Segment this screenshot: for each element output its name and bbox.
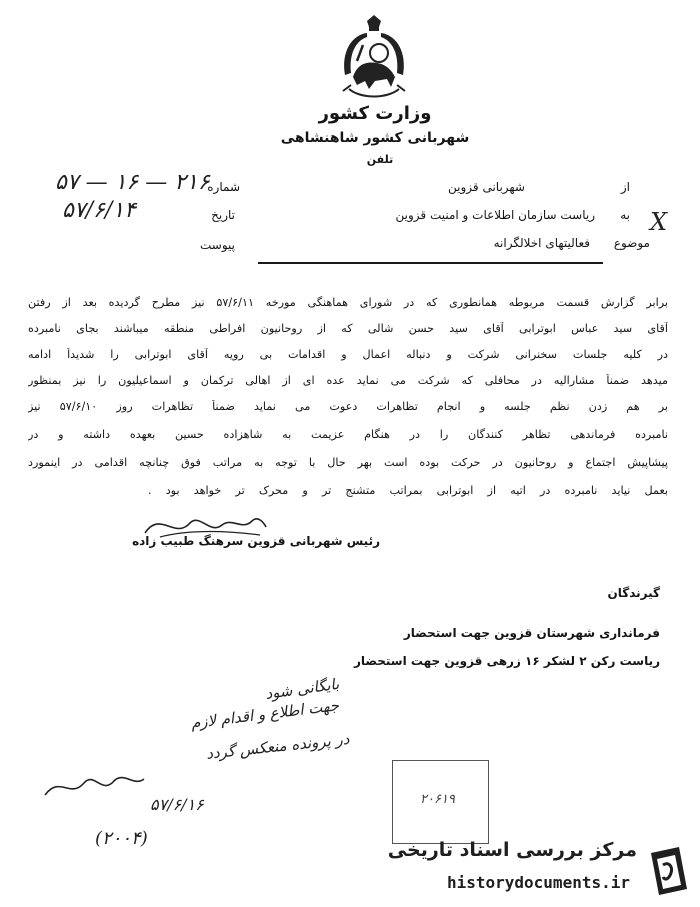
watermark-title: مرکز بررسی اسناد تاریخی <box>387 839 637 861</box>
body-line-2: آقای سید عباس ابوترابی آقای سید حسن شالی که از روحانیون افراطی منطقه میباشند بجای نامبرده <box>28 322 668 335</box>
body-line-4: میدهد ضمناً مشارالیه در محافلی که شرکت می نماید عده ای از اهالی ترکمان و اسماعیلیون را نیز بمنظور <box>28 374 668 387</box>
handwritten-line-3: در پرونده منعکس گردد <box>205 729 351 763</box>
body-line-1: برابر گزارش قسمت مربوطه همانطوری که در شورای هماهنگی مورخه ۵۷/۶/۱۱ نیز مطرح گردیده بعد از رفتن <box>28 296 668 309</box>
from-label: از <box>620 180 630 194</box>
recipient-item-1: فرمانداری شهرستان قزوین جهت استحضار <box>403 626 660 640</box>
attachment-label: پیوست <box>200 238 235 252</box>
to-value: ریاست سازمان اطلاعات و امنیت قزوین <box>395 208 595 222</box>
handwritten-initials <box>40 765 150 805</box>
department-title: شهربانی کشور شاهنشاهی <box>280 130 470 146</box>
history-documents-watermark <box>387 835 695 905</box>
body-line-6: نامبرده فرماندهی تظاهر کنندگان را در هنگام عزیمت به شاهزاده حسین بعهده داشته و در <box>28 428 668 441</box>
date-label: تاریخ <box>211 208 235 222</box>
body-line-8: بعمل نیاید نامبرده در اتیه از ابوترابی بمراتب متشنج تر و محرک تر خواهد بود . <box>148 484 668 497</box>
body-line-3: در کلیه جلسات سخنرانی شرکت و دنباله اعمال و اقدامات بی رویه آقای ابوترابی را شدیداً ادامه <box>28 348 668 361</box>
handwritten-date: ۵۷/۶/۱۶ <box>150 795 204 814</box>
signature-line: رئیس شهربانی قزوین سرهنگ طبیب زاده <box>132 534 380 548</box>
subject-label: موضوع <box>613 236 650 250</box>
to-label: به <box>620 208 630 222</box>
number-label: شماره <box>207 180 240 194</box>
document-center-logo-icon <box>645 843 693 899</box>
lion-and-sun-emblem-icon <box>333 15 415 107</box>
recipient-item-2: ریاست رکن ۲ لشکر ۱۶ زرهی قزوین جهت استحضار <box>353 654 660 668</box>
from-value: شهربانی قزوین <box>448 180 525 194</box>
date-value: ۵۷/۶/۱۴ <box>62 198 136 223</box>
margin-mark: X <box>650 208 668 236</box>
handwritten-code: (۲۰۰۴) <box>95 828 148 849</box>
number-value: ۵۷ — ۱۶ — ۲۱۶ <box>55 170 210 195</box>
subject-value: فعالیتهای اخلالگرانه <box>493 236 590 250</box>
body-line-7: پیشاپیش اجتماع و روحانیون در حرکت بوده است بهر حال با توجه به مراتب فوق چنانچه اقدامی در اینمورد <box>28 456 668 469</box>
recipients-title: گیرندگان <box>607 586 660 600</box>
handwritten-line-2: جهت اطلاع و اقدام لازم <box>189 696 340 733</box>
body-line-5: بر هم زدن نظم جلسه و انجام تظاهرات دعوت می نماید ضمناً تظاهرات روز ۵۷/۶/۱۰ نیز <box>28 400 668 413</box>
handwritten-line-1: بایگانی شود <box>264 674 341 703</box>
ministry-title: وزارت کشور <box>318 103 432 124</box>
watermark-url: historydocuments.ir <box>446 873 630 892</box>
stamp-number: ۲۰۶۱۹ <box>420 792 455 807</box>
header-divider <box>258 262 603 264</box>
phone-label: تلفن <box>366 153 394 166</box>
